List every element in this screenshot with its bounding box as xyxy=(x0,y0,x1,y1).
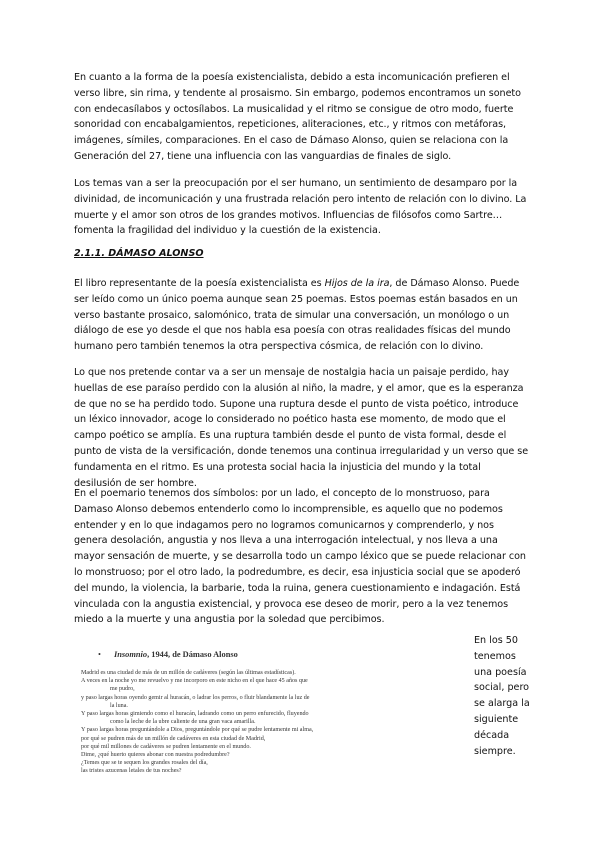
poem-line: por qué mil millones de cadáveres se pudren lentamente en el mundo. xyxy=(81,743,251,750)
poem-title-italic: Insomnio xyxy=(114,650,148,659)
paragraph-verse-form: En cuanto a la forma de la poesía existencialista, debido a esta incomunicación prefieren el verso libre, sin rima, y tendente al prosaismo. Sin embargo, podemos encontramos un soneto con endecasílabos y octosílabos. La musicalidad y el ritmo se consigue de otro modo, fuerte sonoridad con encabalgamientos, repeticiones, aliteraciones, etc., y ritmos con metáforas, imágenes, símiles, comparaciones. En el caso de Dámaso Alonso, quien se relaciona con la Generación del 27, tiene una influencia con las vanguardias de finales de siglo. xyxy=(74,72,521,162)
poem-lines xyxy=(74,669,464,776)
poem-line: como la leche de la ubre caliente de una gran vaca amarilla. xyxy=(110,719,256,726)
paragraph-message: Lo que nos pretende contar va a ser un mensaje de nostalgia hacia un paisaje perdido, hay huellas de ese paraíso perdido con la alusión al niño, la madre, y el amor, que es la esperanza de que no se ha perdido todo. Supone una ruptura desde el punto de vista poético, introduce un léxico innovador, acoge lo considerado no poético hasta ese momento, de modo que el campo poético se amplía. Es una ruptura también desde el punto de vista formal, desde el punto de vista de la versificación, donde tenemos una continua irregularidad y un verso que se fundamenta en el ritmo. Es una protesta social hacia la injusticia del mundo y la total desilusión de ser hombre. xyxy=(74,367,529,489)
section-heading: 2.1.1. DÁMASO ALONSO xyxy=(74,248,204,259)
poem-line: Y paso largas horas gimiendo como el huracán, ladrando como un perro enfurecido, fluyendo xyxy=(81,711,309,718)
poem-line: me pudro, xyxy=(110,686,135,693)
side-note: En los 50 tenemos una poesía social, pero se alarga la siguiente década siempre. xyxy=(474,635,530,757)
poem-excerpt-image xyxy=(74,650,464,776)
book-title: Hijos de la ira xyxy=(324,278,390,289)
poem-line: las tristes azucenas letales de tus noches? xyxy=(81,768,182,775)
poem-title-rest: , 1944, de Dámaso Alonso xyxy=(147,650,238,659)
poem-line: Dime, ¿qué huerto quieres abonar con nuestra podredumbre? xyxy=(81,752,230,759)
paragraph-text: , de Dámaso Alonso. Puede ser leído como un único poema aunque sean 25 poemas. Estos poemas están basados en un verso bastante prosaico, salomónico, trata de simular una conversación, un monólogo o un diálogo de ese yo desde el que nos habla esa poesía con otras realidades físicas del mundo humano pero también tenemos la otra perspectiva cósmica, de relación con lo divino. xyxy=(74,278,520,353)
poem-line: Madrid es una ciudad de más de un millón de cadáveres (según las últimas estadísticas). xyxy=(81,670,296,676)
paragraph-symbols: En el poemario tenemos dos símbolos: por un lado, el concepto de lo monstruoso, para Damaso Alonso debemos entenderlo como lo incomprensible, es aquello que no podemos entender y en lo que indagamos pero no logramos comunicarnos y comprenderlo, y nos genera desolación, angustia y nos lleva a una interrogación intelectual, y nos lleva a una mayor sensación de muerte, y se desarrolla todo un campo léxico que se puede relacionar con lo monstruoso; por el otro lado, la podredumbre, es decir, esa injusticia social que se apoderó del mundo, la violencia, la barbarie, toda la ruina, genera cuestionamiento e indagación. Está vinculada con la angustia existencial, y provoca ese deseo de morir, pero a la vez tenemos miedo a la muerte y una angustia por la soledad que percibimos. xyxy=(74,488,526,626)
poem-line: Y paso largas horas preguntándole a Dios, preguntándole por qué se pudre lentamente mi alma, xyxy=(81,727,314,734)
poem-title xyxy=(74,650,464,659)
paragraph-text: El libro representante de la poesía existencialista es xyxy=(74,278,325,289)
paragraph-themes: Los temas van a ser la preocupación por el ser humano, un sentimiento de desamparo por la divinidad, de incomunicación y una frustrada relación pero intento de relación con lo divino. La muerte y el amor son otros de los grandes motivos. Influencias de filósofos como Sartre… fomenta la fragilidad del individuo y la cuestión de la existencia. xyxy=(74,178,527,237)
poem-line: por qué se pudren más de un millón de cadáveres en esta ciudad de Madrid, xyxy=(81,735,266,742)
poem-line: ¿Temes que se te sequen los grandes rosales del día, xyxy=(81,760,208,767)
poem-line: y paso largas horas oyendo gemir al huracán, o ladrar los perros, o fluir blandamente la luz de xyxy=(81,694,310,701)
bullet-icon: • xyxy=(98,650,101,659)
paragraph-hijos-de-la-ira xyxy=(74,276,530,355)
poem-line: la luna. xyxy=(110,702,128,709)
poem-line: A veces en la noche yo me revuelvo y me incorporo en este nicho en el que hace 45 años que xyxy=(81,678,308,685)
